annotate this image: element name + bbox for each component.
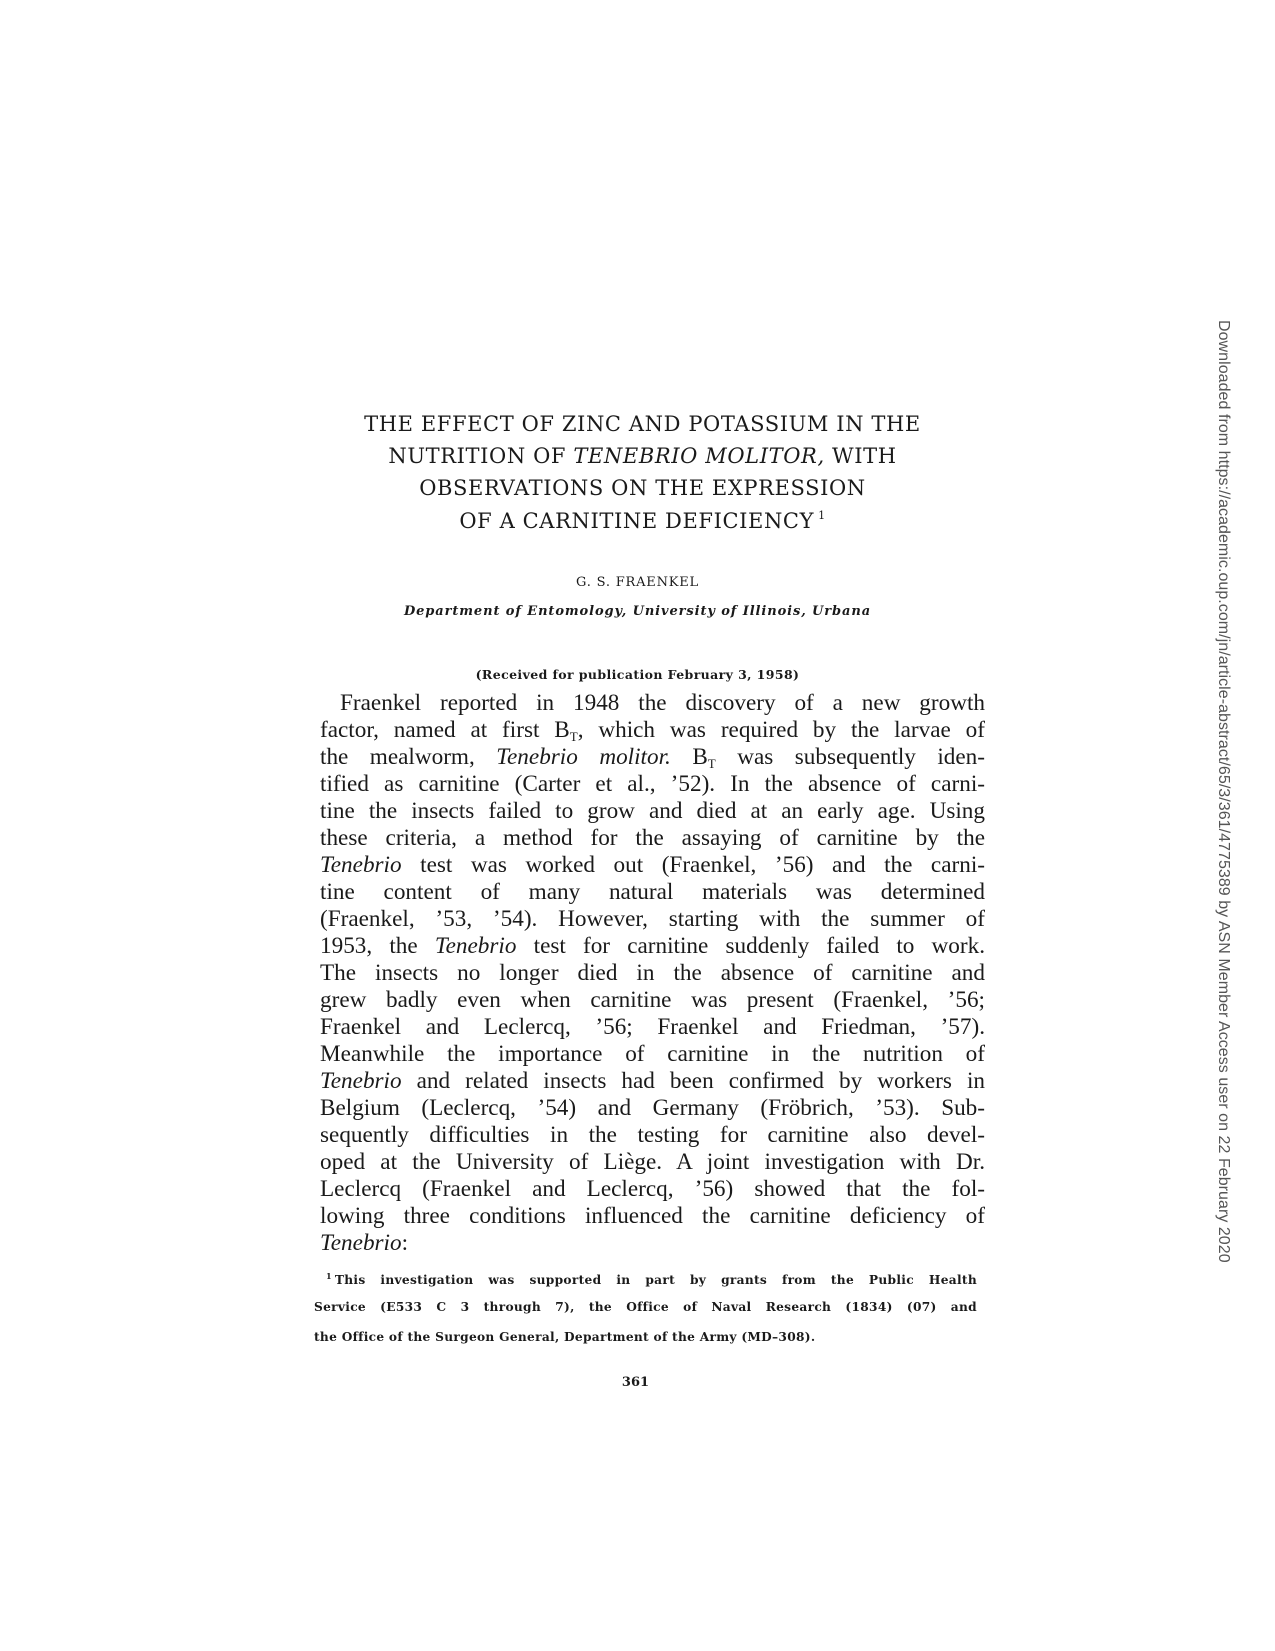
text: tified as carnitine (Carter et al., ’52). In the absence of carni- xyxy=(320,771,985,797)
body-line xyxy=(320,935,985,958)
footnote-line xyxy=(314,1301,977,1313)
subscript: T xyxy=(569,729,578,744)
body-line xyxy=(320,1016,985,1039)
text: oped at the University of Liège. A joint investigation with Dr. xyxy=(320,1149,985,1175)
title-text: WITH xyxy=(824,444,897,468)
species-name: TENEBRIO MOLITOR, xyxy=(573,444,825,468)
footnote-number: 1 xyxy=(326,1271,332,1281)
text: Service (E533 C 3 through 7), the Office of Naval Research (1834) (07) and xyxy=(314,1300,977,1314)
text: was subsequently iden- xyxy=(715,744,985,770)
title-text: THE EFFECT OF ZINC AND POTASSIUM IN THE xyxy=(364,412,921,436)
text: the mealworm, xyxy=(320,744,497,770)
text: 1953, the xyxy=(320,933,435,959)
footnote-line xyxy=(326,1272,977,1286)
text: Meanwhile the importance of carnitine in the nutrition of xyxy=(320,1041,985,1067)
page-number: 361 xyxy=(621,1375,650,1390)
text: the Office of the Surgeon General, Department of the Army (MD–308). xyxy=(314,1330,816,1344)
body-line xyxy=(320,719,985,743)
text: test for carnitine suddenly failed to work. xyxy=(516,933,985,959)
body-line xyxy=(320,746,985,770)
received-date: (Received for publication February 3, 1958) xyxy=(475,667,800,682)
species-name: Tenebrio molitor. xyxy=(496,744,671,770)
species-name: Tenebrio xyxy=(320,1230,402,1256)
text: The insects no longer died in the absence of carnitine and xyxy=(320,960,985,986)
affiliation: Department of Entomology, University of Illinois, Urbana xyxy=(403,604,872,619)
body-line xyxy=(320,989,985,1012)
text: tine content of many natural materials was determined xyxy=(320,879,985,905)
text: Leclercq (Fraenkel and Leclercq, ’56) showed that the fol- xyxy=(320,1176,985,1202)
text: Fraenkel and Leclercq, ’56; Fraenkel and Friedman, ’57). xyxy=(320,1014,985,1040)
body-line xyxy=(320,881,985,904)
body-line xyxy=(320,1205,985,1228)
text: test was worked out (Fraenkel, ’56) and the carni- xyxy=(401,852,985,878)
title-line-4 xyxy=(0,510,1275,532)
species-name: Tenebrio xyxy=(320,1068,402,1094)
text: Belgium (Leclercq, ’54) and Germany (Fröbrich, ’53). Sub- xyxy=(320,1095,985,1121)
text: lowing three conditions influenced the carnitine deficiency of xyxy=(320,1203,985,1229)
body-line xyxy=(320,827,985,850)
species-name: Tenebrio xyxy=(434,933,517,959)
author: G. S. FRAENKEL xyxy=(576,575,699,590)
text: (Fraenkel, ’53, ’54). However, starting with the summer of xyxy=(320,906,985,932)
body-line xyxy=(320,1178,985,1201)
body-line xyxy=(320,1097,985,1120)
body-line xyxy=(340,692,985,715)
footnote-marker[interactable]: 1 xyxy=(818,509,826,522)
title-line-1 xyxy=(0,414,1275,435)
text: Fraenkel reported in 1948 the discovery of a new growth xyxy=(340,690,985,716)
text: tine the insects failed to grow and died at an early age. Using xyxy=(320,798,985,824)
body-line xyxy=(320,1151,985,1174)
subscript: T xyxy=(707,756,716,771)
text: , which was required by the larvae of xyxy=(577,717,985,743)
text: and related insects had been confirmed by workers in xyxy=(401,1068,985,1094)
title-line-3 xyxy=(0,478,1275,499)
text: sequently difficulties in the testing for carnitine also devel- xyxy=(320,1122,985,1148)
body-line xyxy=(320,1124,985,1147)
title-text: OBSERVATIONS ON THE EXPRESSION xyxy=(419,476,866,500)
body-line xyxy=(320,962,985,985)
footnote-line xyxy=(314,1331,977,1343)
text: B xyxy=(670,744,708,770)
species-name: Tenebrio xyxy=(320,852,402,878)
download-watermark: Downloaded from https://academic.oup.com/jn/article-abstract/65/3/361/4775389 by ASN Member Access user on 22 February 2020 xyxy=(1215,320,1232,1263)
body-line xyxy=(320,908,985,931)
title-text: OF A CARNITINE DEFICIENCY xyxy=(459,509,815,533)
text: : xyxy=(401,1230,409,1256)
body-line xyxy=(320,1232,985,1255)
text: factor, named at first B xyxy=(320,717,570,743)
title-line-2 xyxy=(0,446,1275,467)
text: these criteria, a method for the assaying of carnitine by the xyxy=(320,825,985,851)
body-line xyxy=(320,1070,985,1093)
text: This investigation was supported in part by grants from the Public Health xyxy=(334,1273,977,1287)
text: grew badly even when carnitine was present (Fraenkel, ’56; xyxy=(320,987,985,1013)
body-line xyxy=(320,773,985,796)
body-line xyxy=(320,800,985,823)
body-line xyxy=(320,1043,985,1066)
title-text: NUTRITION OF xyxy=(388,444,574,468)
body-line xyxy=(320,854,985,877)
